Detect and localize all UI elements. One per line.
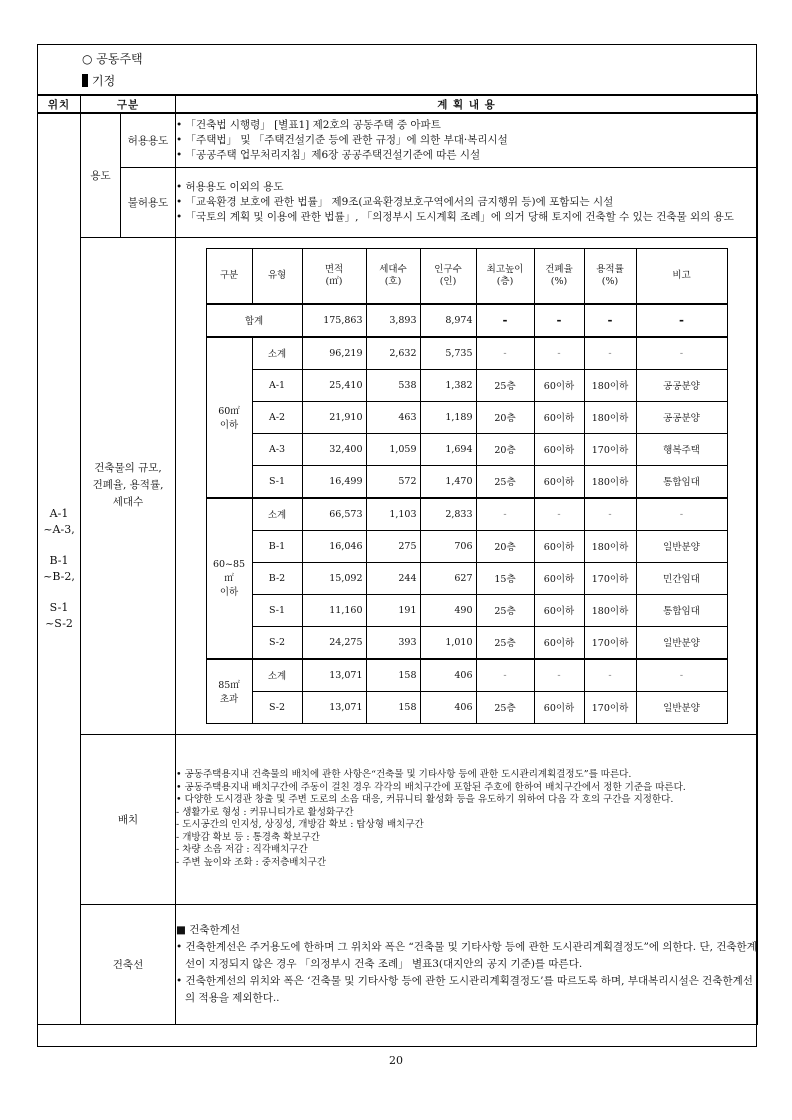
- table-row: 60~85㎡ 이하 소계 66,573 1,103 2,833 - - - -: [206, 498, 727, 531]
- building-line-title: ■ 건축한계선: [176, 923, 240, 936]
- subsection-title-text: 기정: [92, 74, 116, 88]
- col-far: 용적률 (%): [584, 248, 636, 304]
- group-label: 60㎡ 이하: [206, 337, 252, 498]
- header-location: 위치: [38, 95, 81, 113]
- table-row: S-1 16,499 572 1,470 25층 60이하 180이하 통합임대: [206, 465, 727, 498]
- page-number: 20: [389, 1054, 403, 1067]
- permitted-use-list: • 「건축법 시행령」 [별표1] 제2호의 공동주택 중 아파트 • 「주택법」 및 「주택건설기준 등에 관한 규정」에 의한 부대·복리시설 • 「공공주택 업무처리지침」제6장 공공주택건설기준에 따른 시설: [176, 113, 758, 167]
- table-row: S-2 13,071 158 406 25층 60이하 170이하 일반분양: [206, 691, 727, 723]
- col-households: 세대수 (호): [366, 248, 420, 304]
- col-note: 비고: [636, 248, 727, 304]
- table-row: A-1 25,410 538 1,382 25층 60이하 180이하 공공분양: [206, 369, 727, 401]
- total-row: 합계 175,863 3,893 8,974 - - - -: [206, 304, 727, 337]
- square-bullet-icon: [82, 74, 88, 87]
- layout-label: 배치: [81, 734, 176, 904]
- col-height: 최고높이 (층): [476, 248, 534, 304]
- subsection-title: [82, 72, 115, 89]
- group-label: 85㎡ 초과: [206, 659, 252, 724]
- scale-table: [206, 248, 728, 724]
- table-row: 85㎡ 초과 소계 13,071 158 406 - - - -: [206, 659, 727, 692]
- prohibited-use-list: • 허용용도 이외의 용도 • 「교육환경 보호에 관한 법률」 제9조(교육환경보호구역에서의 금지행위 등)에 포함되는 시설 • 「국토의 계획 및 이용에 관한 법률」, 「의정부시 도시계획 조례」에 의거 당해 토지에 건축할 수 있는 건축물 외의 용도: [176, 167, 758, 237]
- table-row: S-2 24,275 393 1,010 25층 60이하 170이하 일반분양: [206, 626, 727, 659]
- prohibited-use-label: 불허용도: [121, 167, 176, 237]
- col-population: 인구수 (인): [420, 248, 476, 304]
- permitted-use-label: 허용용도: [121, 113, 176, 167]
- scale-cell: [176, 237, 758, 734]
- table-row: A-2 21,910 463 1,189 20층 60이하 180이하 공공분양: [206, 401, 727, 433]
- table-row: B-1 16,046 275 706 20층 60이하 180이하 일반분양: [206, 530, 727, 562]
- scale-header-row: [206, 248, 727, 304]
- col-area: 면적 (㎡): [302, 248, 366, 304]
- header-content: 계 획 내 용: [176, 95, 758, 113]
- table-row: S-1 11,160 191 490 25층 60이하 180이하 통합임대: [206, 594, 727, 626]
- col-bcr: 건폐율 (%): [534, 248, 584, 304]
- layout-list: • 공동주택용지내 건축물의 배치에 관한 사항은“건축물 및 기타사항 등에 관한 도시관리계획결정도”를 따른다. • 공동주택용지내 배치구간에 주동이 걸친 경우 각각의 배치구간에 포함된 주호에 한하여 배치구간에서 정한 기준을 따른다. • 다양한 도시경관 창출 및 주변 도로의 소음 대응, 커뮤니티 활성화 등을 유도하기 위하여 다음 각 호의 구간을 지정한다. - 생활가로 형성 : 커뮤니티가로 활성화구간 - 도시공간의 인지성, 상징성, 개방감 확보 : 탑상형 배치구간 - 개방감 확보 등 : 통경축 확보구간 - 차량 소음 저감 : 직각배치구간 - 주변 높이와 조화 : 중저층배치구간: [176, 734, 758, 904]
- building-line-label: 건축선: [81, 904, 176, 1024]
- header-category: 구분: [81, 95, 176, 113]
- location-cell: A-1 ~A-3, B-1 ~B-2, S-1 ~S-2: [38, 113, 81, 1024]
- plan-table: [37, 94, 758, 1025]
- table-row: B-2 15,092 244 627 15층 60이하 170이하 민간임대: [206, 562, 727, 594]
- col-type: 구분: [206, 248, 252, 304]
- table-row: 60㎡ 이하 소계 96,219 2,632 5,735 - - - -: [206, 337, 727, 370]
- scale-label: 건축물의 규모, 건폐율, 용적률, 세대수: [81, 237, 176, 734]
- col-kind: 유형: [252, 248, 302, 304]
- group-label: 60~85㎡ 이하: [206, 498, 252, 659]
- table-row: A-3 32,400 1,059 1,694 20층 60이하 170이하 행복주택: [206, 433, 727, 465]
- building-line-list: ■ 건축한계선 • 건축한계선은 주거용도에 한하며 그 위치와 폭은 “건축물 및 기타사항 등에 관한 도시관리계획결정도”에 의한다. 단, 건축한계선이 지정되지 않은 경우 「의정부시 건축 조례」 별표3(대지안의 공지 기준)를 따른다. • 건축한계선의 위치와 폭은 ‘건축물 및 기타사항 등에 관한 도시관리계획결정도’를 따르도록 하며, 부대복리시설은 건축한계선의 적용을 제외한다..: [176, 904, 758, 1024]
- section-title: ○ 공동주택: [82, 52, 143, 66]
- use-label: 용도: [81, 113, 121, 237]
